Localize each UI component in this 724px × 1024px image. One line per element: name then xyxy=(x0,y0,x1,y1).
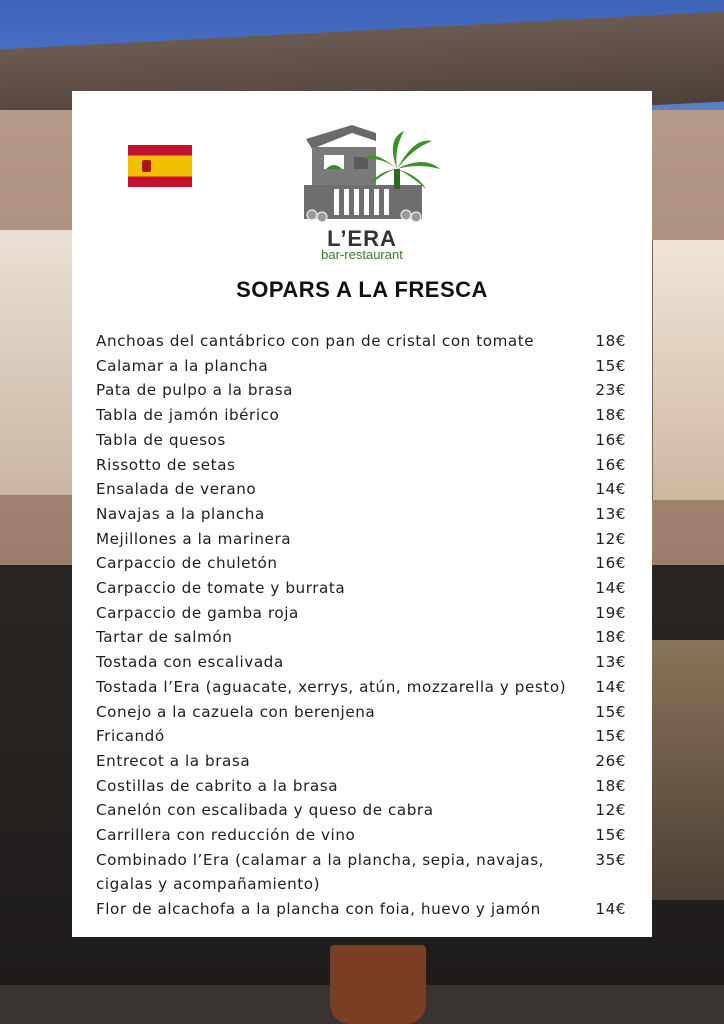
menu-item-price: 18€ xyxy=(595,776,626,795)
flag-stripe-bottom xyxy=(128,177,192,188)
menu-item-name: Navajas a la plancha xyxy=(96,504,265,523)
menu-item xyxy=(96,453,626,478)
menu-item-price: 18€ xyxy=(595,332,626,350)
menu-item-price: 16€ xyxy=(595,430,626,449)
menu-item-price: 19€ xyxy=(595,603,626,622)
menu-item-price: 16€ xyxy=(595,455,626,474)
menu-item xyxy=(96,354,626,379)
menu-item xyxy=(96,650,626,675)
menu-item-name: Canelón con escalibada y queso de cabra xyxy=(96,801,434,820)
menu-item-name: Carpaccio de chuletón xyxy=(96,554,278,573)
menu-item-name: Rissotto de setas xyxy=(96,455,236,474)
menu-item-name: Pata de pulpo a la brasa xyxy=(96,381,294,400)
menu-item xyxy=(96,774,626,799)
menu-list xyxy=(96,329,626,922)
menu-item xyxy=(96,378,626,403)
menu-item-price: 12€ xyxy=(595,801,626,820)
menu-item-name: Tartar de salmón xyxy=(96,628,233,647)
menu-item xyxy=(96,700,626,725)
menu-item-price: 35€ xyxy=(595,850,626,869)
menu-item-name: Tostada l’Era (aguacate, xerrys, atún, mozzarella y pesto) xyxy=(96,677,567,696)
menu-item-name: Carpaccio de gamba roja xyxy=(96,603,299,622)
menu-item-price: 13€ xyxy=(595,653,626,672)
menu-item xyxy=(96,527,626,552)
menu-item xyxy=(96,403,626,428)
flag-coat-of-arms xyxy=(142,160,151,172)
menu-item-name: Carpaccio de tomate y burrata xyxy=(96,579,346,598)
menu-item-name: Combinado l’Era (calamar a la plancha, sepia, navajas, cigalas y acompañamiento) xyxy=(96,850,545,894)
menu-item-price: 23€ xyxy=(595,381,626,400)
right-window xyxy=(650,240,724,500)
menu-item xyxy=(96,576,626,601)
menu-item-price: 15€ xyxy=(595,356,626,375)
menu-item xyxy=(96,798,626,823)
menu-item-price: 12€ xyxy=(595,529,626,548)
menu-item-price: 18€ xyxy=(595,628,626,647)
menu-item-price: 26€ xyxy=(595,751,626,770)
menu-title: SOPARS A LA FRESCA xyxy=(236,277,488,302)
plant-pot xyxy=(330,945,426,1024)
menu-item-name: Ensalada de verano xyxy=(96,480,257,499)
menu-item-name: Flor de alcachofa a la plancha con foia, huevo y jamón xyxy=(96,900,541,919)
menu-item xyxy=(96,897,626,922)
menu-item-price: 15€ xyxy=(595,826,626,845)
menu-item-name: Tabla de quesos xyxy=(96,430,226,449)
menu-item xyxy=(96,675,626,700)
menu-item xyxy=(96,329,626,354)
menu-item-name: Mejillones a la marinera xyxy=(96,529,292,548)
menu-item-price: 15€ xyxy=(595,702,626,721)
menu-item xyxy=(96,601,626,626)
menu-item-name: Carrillera con reducción de vino xyxy=(96,826,356,845)
left-window xyxy=(0,230,78,495)
menu-item-price: 14€ xyxy=(595,900,626,919)
restaurant-subtitle: bar-restaurant xyxy=(321,247,403,262)
menu-item-price: 15€ xyxy=(595,727,626,746)
menu-item-name: Conejo a la cazuela con berenjena xyxy=(96,702,376,721)
menu-item-price: 14€ xyxy=(595,677,626,696)
menu-item-price: 14€ xyxy=(595,579,626,598)
menu-item xyxy=(96,724,626,749)
flag-stripe-middle xyxy=(128,156,192,177)
menu-item-name: Anchoas del cantábrico con pan de cristal con tomate xyxy=(96,332,535,350)
menu-item xyxy=(96,625,626,650)
menu-item-price: 14€ xyxy=(595,480,626,499)
menu-item xyxy=(96,477,626,502)
menu-card xyxy=(72,91,652,937)
menu-item xyxy=(96,502,626,527)
menu-item-name: Tostada con escalivada xyxy=(96,653,284,672)
menu-item-name: Calamar a la plancha xyxy=(96,356,269,375)
restaurant-name: L’ERA xyxy=(327,226,397,251)
menu-item xyxy=(96,551,626,576)
menu-item-name: Fricandó xyxy=(96,727,165,746)
menu-item-price: 18€ xyxy=(595,406,626,425)
menu-item xyxy=(96,823,626,848)
menu-item-price: 13€ xyxy=(595,504,626,523)
terrace-tables xyxy=(652,640,724,900)
menu-item xyxy=(96,848,626,897)
flag-stripe-top xyxy=(128,145,192,156)
menu-item xyxy=(96,428,626,453)
menu-item-name: Entrecot a la brasa xyxy=(96,751,251,770)
menu-item-name: Tabla de jamón ibérico xyxy=(96,406,280,425)
menu-item xyxy=(96,749,626,774)
menu-item-name: Costillas de cabrito a la brasa xyxy=(96,776,339,795)
spain-flag-icon xyxy=(128,145,192,187)
menu-item-price: 16€ xyxy=(595,554,626,573)
